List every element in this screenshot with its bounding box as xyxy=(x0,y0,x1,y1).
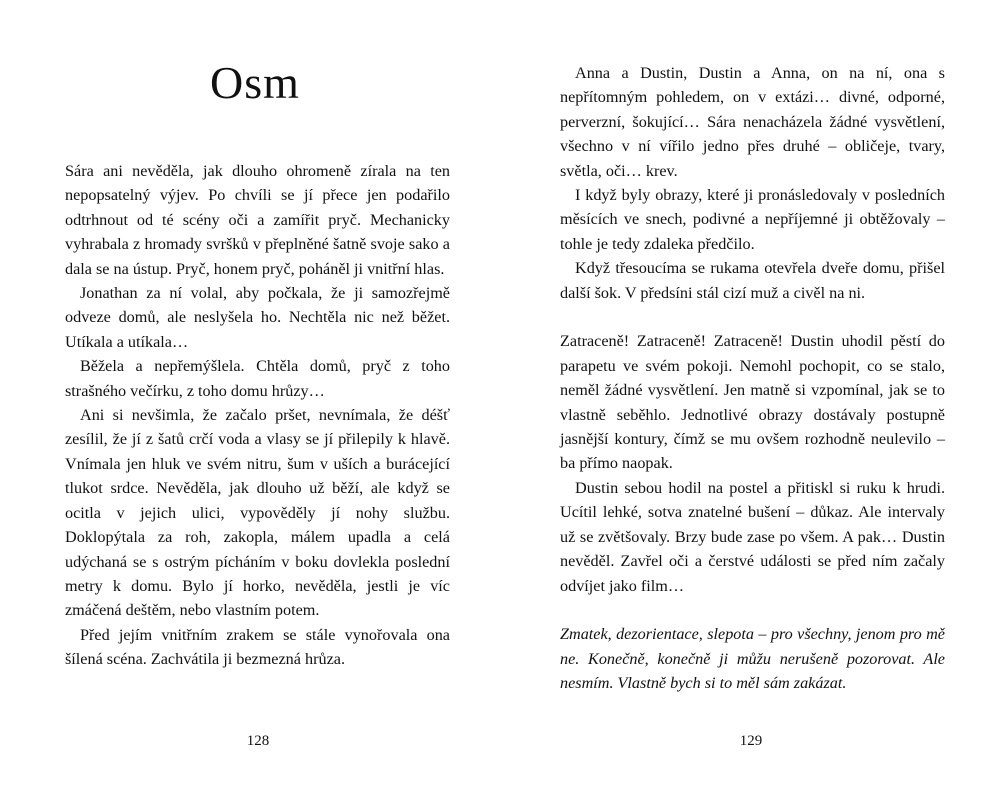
paragraph: Dustin sebou hodil na postel a přitiskl si ruku k hrudi. Ucítil lehké, sotva znatelné bušení – důkaz. Ale intervaly už se zvětšovaly. Brzy bude zase po všem. A pak… Dustin nevěděl. Zavřel oči a čerstvé události se před ním začaly odvíjet jako film… xyxy=(560,478,945,595)
right-page-text xyxy=(560,61,945,696)
paragraph: Sára ani nevěděla, jak dlouho ohromeně zírala na ten nepopsatelný výjev. Po chvíli se jí přece jen podařilo odtrhnout od té scény oči a zamířit pryč. Mechanicky vyhrabala z hromady svršků v přeplněné šatně svoje sako a dala se na ústup. Pryč, honem pryč, poháněl ji vnitřní hlas. xyxy=(65,162,450,278)
paragraph: Zatraceně! Zatraceně! Zatraceně! Dustin uhodil pěstí do parapetu ve svém pokoji. Nemohl pochopit, co se stalo, neměl žádné vysvětlení. Jen matně si vzpomínal, jak se to vlastně seběhlo. Jednotlivé obrazy dostávaly postupně jasnější kontury, čímž se mu ovšem rozhodně neulevilo – ba přímo naopak. xyxy=(560,332,945,473)
page-number: 129 xyxy=(739,733,763,749)
left-page-text xyxy=(65,159,450,672)
paragraph: Anna a Dustin, Dustin a Anna, on na ní, ona s nepřítomným pohledem, on v extázi… divné, odporné, perverzní, šokující… Sára nenacházela žádné vysvětlení, všechno v ní vířilo jedno přes druhé – obličeje, tvary, světla, oči… krev. xyxy=(560,64,945,180)
right-page xyxy=(503,0,1005,800)
chapter-title: Osm xyxy=(210,57,300,108)
left-page xyxy=(0,0,502,800)
paragraph: Jonathan za ní volal, aby počkala, že ji samozřejmě odveze domů, ale neslyšela ho. Nechtěla nic než běžet. Utíkala a utíkala… xyxy=(65,284,450,351)
paragraph: Před jejím vnitřním zrakem se stále vynořovala ona šílená scéna. Zachvátila ji bezmezná hrůza. xyxy=(65,625,450,669)
page-number: 128 xyxy=(246,733,270,749)
paragraph: I když byly obrazy, které ji pronásledovaly v posledních měsících ve snech, podivné a nepříjemné ji obtěžovaly – tohle je tedy zdaleka předčilo. xyxy=(560,186,945,253)
paragraph: Běžela a nepřemýšlela. Chtěla domů, pryč z toho strašného večírku, z toho domu hrůzy… xyxy=(65,357,450,400)
paragraph: Ani si nevšimla, že začalo pršet, nevnímala, že déšť zesílil, že jí z šatů crčí voda a vlasy se jí přilepily k hlavě. Vnímala jen hluk ve svém nitru, šum v uších a burácející tlukot srdce. Nevěděla, jak dlouho už běží, ale když se ocitla v jejich ulici, vypověděly jí nohy službu. Doklopýtala za roh, zakopla, málem upadla a celá udýchaná se s ostrým pícháním v boku dovlekla poslední metry k domu. Bylo jí horko, nevěděla, jestli je víc zmáčená deštěm, nebo vlastním potem. xyxy=(65,406,450,620)
italic-paragraph: Zmatek, dezorientace, slepota – pro všechny, jenom pro mě ne. Konečně, konečně ji můžu nerušeně pozorovat. Ale nesmím. Vlastně bych si to měl sám zakázat. xyxy=(560,625,945,693)
paragraph: Když třesoucíma se rukama otevřela dveře domu, přišel další šok. V předsíni stál cizí muž a civěl na ni. xyxy=(560,259,945,302)
